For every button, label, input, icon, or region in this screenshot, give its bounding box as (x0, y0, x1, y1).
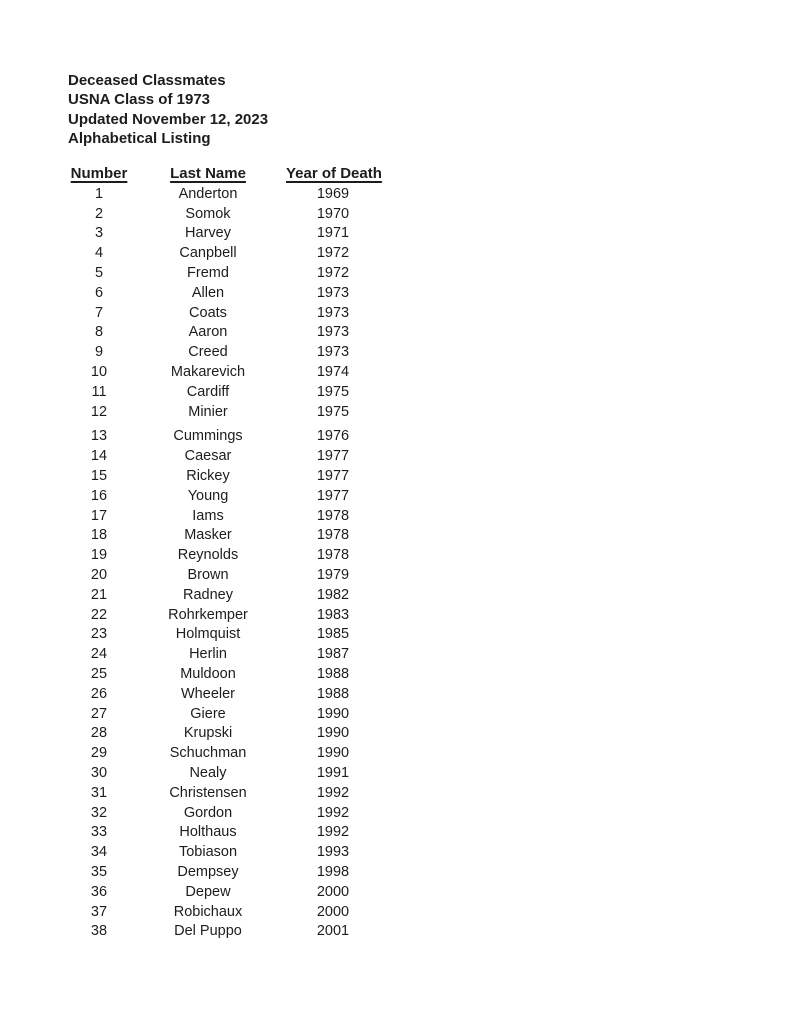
cell-last-name: Anderton (178, 185, 238, 202)
cell-last-name: Somok (185, 205, 231, 222)
column-header-last-name: Last Name (170, 165, 246, 182)
cell-last-name: Del Puppo (174, 923, 242, 940)
doc-listing-type: Alphabetical Listing (68, 129, 211, 147)
cell-year: 1983 (316, 606, 350, 623)
cell-number: 34 (90, 844, 108, 861)
cell-number: 2 (94, 205, 104, 222)
table-row (68, 902, 380, 922)
cell-year: 1972 (316, 245, 350, 262)
table-row (68, 382, 380, 402)
cell-year: 1973 (316, 284, 350, 301)
cell-last-name: Cardiff (186, 383, 230, 400)
cell-year: 1969 (316, 185, 350, 202)
cell-year: 1985 (316, 626, 350, 643)
table-row (68, 823, 380, 843)
cell-year: 1977 (316, 468, 350, 485)
table-row (68, 402, 380, 422)
cell-last-name: Schuchman (169, 745, 247, 762)
cell-number: 18 (90, 527, 108, 544)
cell-year: 1990 (316, 745, 350, 762)
cell-last-name: Herlin (189, 646, 227, 663)
cell-last-name: Fremd (187, 265, 229, 282)
cell-number: 38 (90, 923, 108, 940)
cell-year: 1974 (316, 364, 350, 381)
cell-last-name: Reynolds (177, 547, 239, 564)
table-row (68, 664, 380, 684)
cell-last-name: Masker (184, 527, 232, 544)
cell-number: 8 (94, 324, 104, 341)
table-row (68, 427, 380, 447)
cell-year: 1988 (316, 666, 350, 683)
cell-number: 16 (90, 487, 108, 504)
cell-last-name: Holmquist (175, 626, 241, 643)
cell-year: 2001 (316, 923, 350, 940)
cell-last-name: Cummings (173, 428, 243, 445)
cell-year: 1973 (316, 304, 350, 321)
cell-number: 21 (90, 586, 108, 603)
cell-year: 1991 (316, 765, 350, 781)
cell-year: 1977 (316, 448, 350, 465)
cell-number: 35 (90, 863, 108, 880)
table-row (68, 921, 380, 941)
cell-year: 1992 (316, 824, 350, 841)
table-row (68, 882, 380, 902)
cell-number: 37 (90, 903, 108, 920)
cell-number: 24 (90, 646, 108, 663)
cell-number: 14 (90, 448, 108, 465)
table-row (68, 224, 380, 244)
cell-number: 19 (90, 547, 108, 564)
table-row (68, 486, 380, 506)
cell-last-name: Dempsey (177, 863, 239, 880)
cell-last-name: Robichaux (173, 903, 243, 920)
table-row (68, 625, 380, 645)
cell-last-name: Depew (185, 883, 231, 900)
cell-year: 1987 (316, 646, 350, 663)
cell-year: 1998 (316, 863, 350, 880)
table-row (68, 763, 380, 783)
cell-year: 1975 (316, 383, 350, 400)
cell-number: 22 (90, 606, 108, 623)
cell-year: 1975 (316, 403, 350, 420)
table-row (68, 783, 380, 803)
doc-title: Deceased Classmates (68, 72, 226, 89)
cell-number: 36 (90, 883, 108, 900)
cell-number: 20 (90, 567, 108, 584)
cell-year: 2000 (316, 903, 350, 920)
table-row (68, 842, 380, 862)
table-row (68, 605, 380, 625)
table-row (68, 506, 380, 526)
cell-last-name: Minier (188, 403, 228, 420)
doc-subtitle-class: USNA Class of 1973 (68, 91, 211, 109)
cell-year: 1992 (316, 784, 350, 801)
cell-number: 11 (91, 383, 107, 400)
cell-last-name: Allen (191, 284, 225, 301)
document-header (68, 71, 268, 148)
column-header-year-of-death: Year of Death (286, 165, 382, 182)
cell-year: 1978 (316, 527, 350, 544)
cell-year: 1978 (316, 507, 350, 524)
cell-year: 1990 (316, 725, 350, 742)
cell-last-name: Canpbell (179, 245, 237, 262)
cell-number: 3 (94, 225, 104, 242)
table-row (68, 803, 380, 823)
table-row (68, 545, 380, 565)
table-row (68, 263, 380, 283)
cell-year: 2000 (316, 883, 350, 900)
cell-year: 1990 (316, 705, 350, 722)
doc-updated-date: Updated November 12, 2023 (68, 110, 269, 128)
table-row (68, 184, 380, 204)
cell-year: 1976 (316, 428, 350, 445)
cell-last-name: Makarevich (170, 364, 246, 381)
cell-number: 17 (90, 507, 108, 524)
cell-last-name: Krupski (183, 725, 233, 742)
cell-year: 1988 (316, 685, 350, 702)
cell-last-name: Coats (189, 304, 227, 321)
table-row (68, 466, 380, 486)
cell-number: 6 (94, 284, 104, 301)
table-row (68, 303, 380, 323)
cell-year: 1992 (316, 804, 350, 821)
cell-number: 1 (94, 185, 104, 202)
table-header-row (68, 163, 380, 184)
cell-year: 1993 (316, 844, 350, 861)
table-row (68, 644, 380, 664)
cell-number: 33 (90, 824, 108, 841)
cell-last-name: Aaron (188, 324, 228, 341)
table-row (68, 283, 380, 303)
cell-number: 4 (94, 245, 104, 262)
table-row (68, 204, 380, 224)
cell-year: 1979 (316, 567, 350, 584)
column-header-number: Number (70, 165, 128, 182)
table-row (68, 724, 380, 744)
cell-number: 7 (94, 304, 104, 321)
deceased-classmates-table (68, 163, 380, 941)
cell-last-name: Brown (187, 567, 229, 584)
cell-last-name: Nealy (189, 765, 227, 781)
cell-number: 32 (90, 804, 108, 821)
table-row (68, 743, 380, 763)
cell-number: 23 (90, 626, 108, 643)
cell-number: 5 (94, 265, 104, 282)
table-row (68, 585, 380, 605)
cell-number: 29 (90, 745, 108, 762)
cell-last-name: Holthaus (179, 824, 237, 841)
table-body (68, 184, 380, 941)
cell-last-name: Rickey (186, 468, 230, 485)
cell-last-name: Muldoon (180, 666, 236, 683)
cell-number: 26 (90, 685, 108, 702)
table-row (68, 446, 380, 466)
cell-last-name: Radney (183, 586, 233, 603)
table-row (68, 342, 380, 362)
cell-last-name: Wheeler (181, 685, 235, 702)
cell-number: 15 (90, 468, 108, 485)
cell-last-name: Iams (192, 507, 224, 524)
cell-last-name: Harvey (185, 225, 231, 242)
cell-year: 1982 (316, 586, 350, 603)
cell-number: 31 (90, 784, 108, 801)
table-row (68, 684, 380, 704)
cell-year: 1972 (316, 265, 350, 282)
cell-number: 10 (90, 364, 108, 381)
cell-year: 1971 (316, 225, 350, 242)
cell-last-name: Creed (188, 344, 228, 361)
cell-number: 25 (90, 666, 108, 683)
cell-year: 1977 (316, 487, 350, 504)
cell-last-name: Young (187, 487, 229, 504)
table-row (68, 565, 380, 585)
cell-year: 1978 (316, 547, 350, 564)
cell-last-name: Caesar (184, 448, 232, 465)
cell-number: 28 (90, 725, 108, 742)
table-row (68, 862, 380, 882)
cell-year: 1970 (316, 205, 350, 222)
cell-last-name: Tobiason (178, 844, 238, 861)
table-row (68, 323, 380, 343)
cell-last-name: Giere (190, 705, 226, 722)
cell-year: 1973 (316, 344, 350, 361)
cell-last-name: Rohrkemper (168, 606, 248, 623)
cell-last-name: Christensen (169, 784, 247, 801)
cell-number: 27 (90, 705, 108, 722)
cell-number: 30 (90, 765, 108, 781)
table-row (68, 704, 380, 724)
cell-year: 1973 (316, 324, 350, 341)
table-row (68, 526, 380, 546)
table-row (68, 243, 380, 263)
cell-last-name: Gordon (183, 804, 233, 821)
table-row (68, 362, 380, 382)
cell-number: 12 (90, 403, 108, 420)
cell-number: 13 (90, 428, 108, 445)
cell-number: 9 (94, 344, 104, 361)
